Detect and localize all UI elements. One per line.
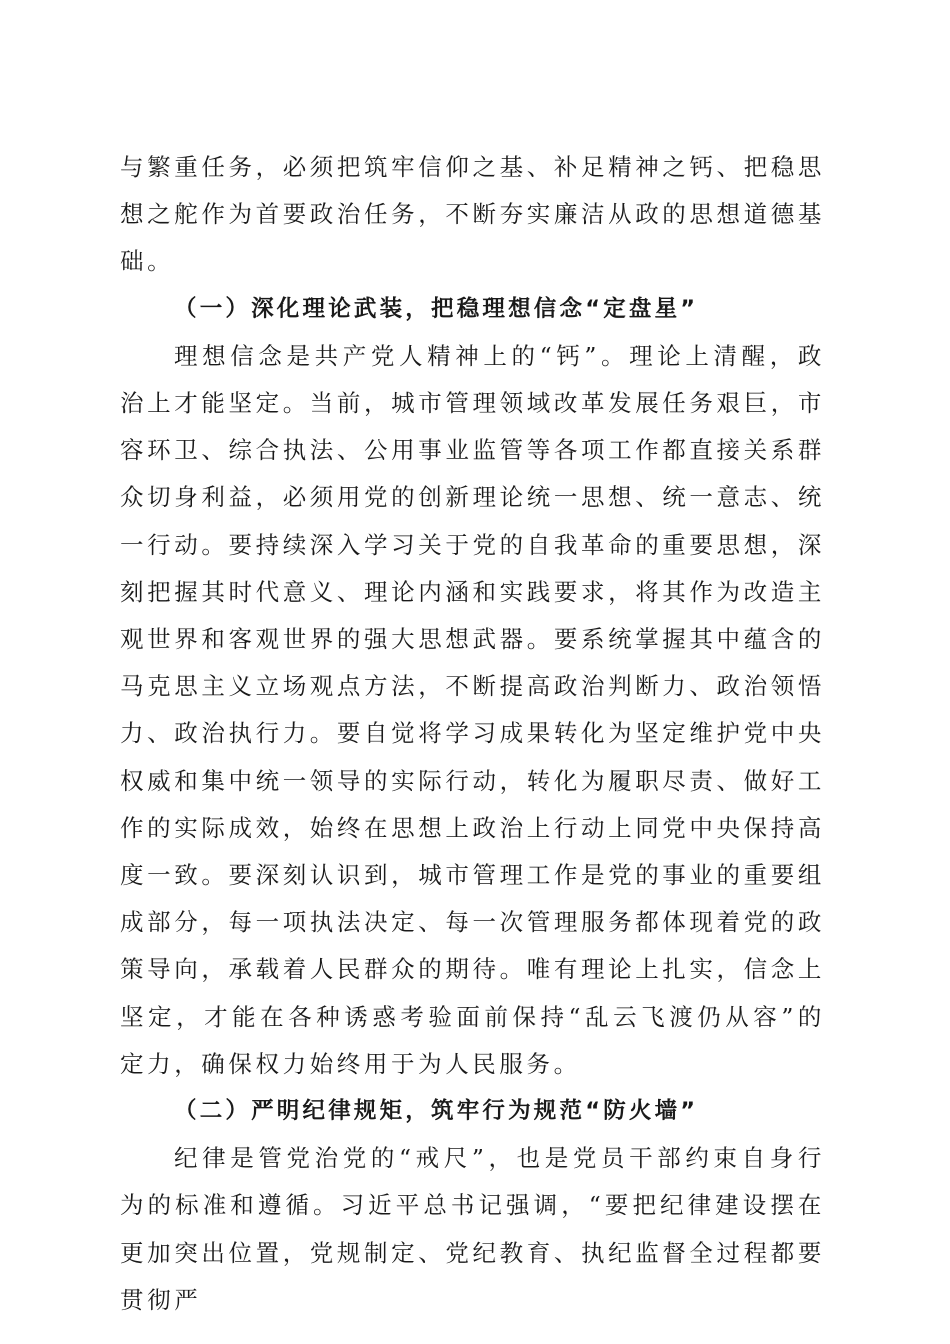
intro-paragraph: 与繁重任务，必须把筑牢信仰之基、补足精神之钙、把稳思想之舵作为首要政治任务，不断夯实廉洁从政的思想道德基础。	[120, 153, 825, 276]
section-1-heading: （一）深化理论武装，把稳理想信念“定盘星”	[174, 295, 699, 322]
section-1-paragraph: 理想信念是共产党人精神上的“钙”。理论上清醒，政治上才能坚定。当前，城市管理领域改革发展任务艰巨，市容环卫、综合执法、公用事业监管等各项工作都直接关系群众切身利益，必须用党的创新理论统一思想、统一意志、统一行动。要持续深入学习关于党的自我革命的重要思想，深刻把握其时代意义、理论内涵和实践要求，将其作为改造主观世界和客观世界的强大思想武器。要系统掌握其中蕴含的马克思主义立场观点方法，不断提高政治判断力、政治领悟力、政治执行力。要自觉将学习成果转化为坚定维护党中央权威和集中统一领导的实际行动，转化为履职尽责、做好工作的实际成效，始终在思想上政治上行动上同党中央保持高度一致。要深刻认识到，城市管理工作是党的事业的重要组成部分，每一项执法决定、每一次管理服务都体现着党的政策导向，承载着人民群众的期待。唯有理论上扎实，信念上坚定，才能在各种诱惑考验面前保持“乱云飞渡仍从容”的定力，确保权力始终用于为人民服务。	[120, 341, 825, 1078]
section-2-heading: （二）严明纪律规矩，筑牢行为规范“防火墙”	[174, 1098, 699, 1125]
document-body	[120, 144, 825, 1324]
section-2-paragraph: 纪律是管党治党的“戒尺”，也是党员干部约束自身行为的标准和遵循。习近平总书记强调，“要把纪律建设摆在更加突出位置，党规制定、党纪教育、执纪监督全过程都要贯彻严	[120, 1144, 825, 1314]
